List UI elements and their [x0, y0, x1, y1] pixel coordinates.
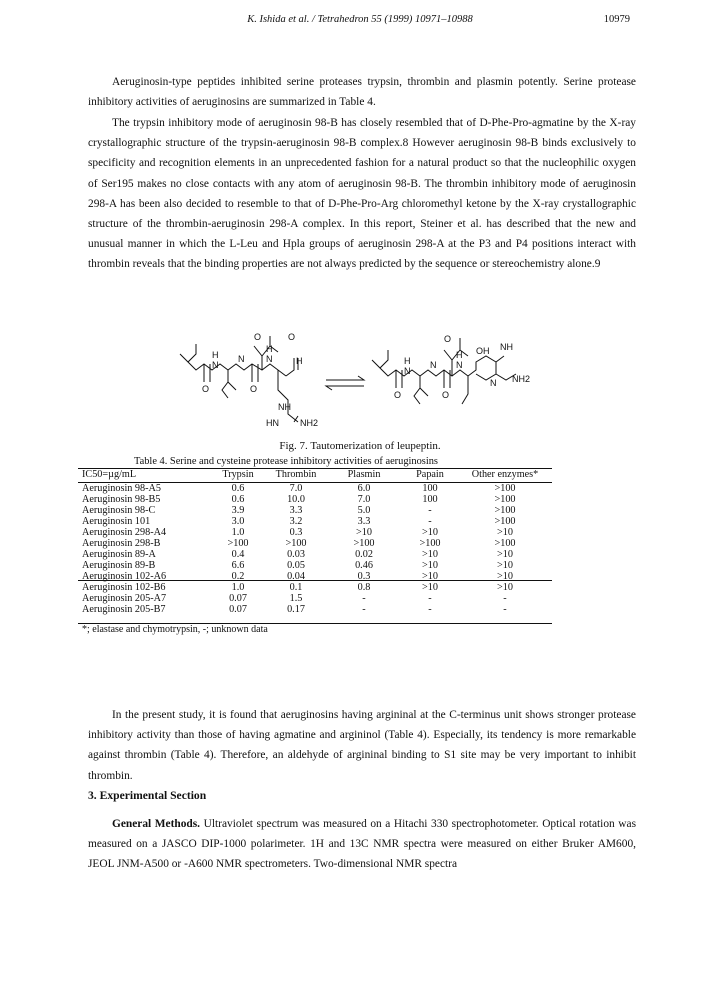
atom-label: O: [288, 332, 296, 342]
value-cell: >10: [497, 527, 513, 538]
value-cell: 6.0: [357, 483, 371, 494]
value-cell: >100: [227, 538, 249, 549]
value-cell: -: [428, 505, 432, 516]
value-cell: -: [503, 604, 507, 615]
paragraph-4: [88, 814, 636, 875]
value-cell: >100: [494, 516, 516, 527]
value-cell: 0.05: [287, 560, 305, 571]
table-row: [78, 505, 552, 516]
value-cell: 10.0: [287, 494, 305, 505]
table-row: [78, 538, 552, 549]
value-cell: >100: [494, 538, 516, 549]
page-number: 10979: [603, 14, 630, 25]
table-row: [78, 593, 552, 604]
value-cell: -: [362, 593, 366, 604]
value-cell: -: [428, 516, 432, 527]
value-cell: 0.02: [355, 549, 373, 560]
paragraph-3-text: In the present study, it is found that aeruginosins having argininal at the C-terminus unit shows stronger protease inhibitory activity than those of having agmatine and argininol (Table 4). Especially, its tendency is more remarkable against thrombin (Table 4). Therefore, an aldehyde of argininal binding to S1 site may be very important to inhibit thrombin.: [88, 709, 636, 782]
table-row: [78, 560, 552, 571]
value-cell: 0.2: [231, 571, 245, 582]
atom-label: N: [490, 378, 497, 388]
value-cell: 5.0: [357, 505, 371, 516]
value-cell: >10: [356, 527, 372, 538]
value-cell: 7.0: [357, 494, 371, 505]
atom-label: O: [394, 390, 402, 400]
value-cell: 3.3: [357, 516, 371, 527]
atom-label: H: [456, 350, 463, 360]
value-cell: >10: [422, 582, 438, 593]
value-cell: >10: [422, 571, 438, 582]
atom-label: OH: [476, 346, 490, 356]
right-atom-labels: [394, 334, 530, 400]
atom-label: O: [254, 332, 262, 342]
value-cell: 100: [422, 483, 438, 494]
value-cell: 0.3: [289, 527, 303, 538]
atom-label: NH: [278, 402, 291, 412]
value-cell: -: [428, 604, 432, 615]
value-cell: 0.8: [357, 582, 371, 593]
compound-name-cell: Aeruginosin 298-A4: [82, 527, 167, 538]
value-cell: 1.5: [289, 593, 303, 604]
value-cell: >100: [494, 494, 516, 505]
value-cell: >100: [419, 538, 441, 549]
table-group-rule: [78, 580, 552, 581]
value-cell: >10: [497, 571, 513, 582]
value-cell: 0.6: [231, 494, 245, 505]
header-cell: Thrombin: [275, 469, 317, 480]
compound-name-cell: Aeruginosin 298-B: [82, 538, 161, 549]
value-cell: >10: [497, 560, 513, 571]
figure-caption: Fig. 7. Tautomerization of leupeptin.: [279, 440, 441, 452]
value-cell: -: [503, 593, 507, 604]
value-cell: -: [362, 604, 366, 615]
header-cell: Other enzymes*: [471, 469, 539, 480]
atom-label: O: [250, 384, 258, 394]
paragraph-3: [88, 705, 636, 786]
value-cell: 0.07: [229, 604, 247, 615]
value-cell: >100: [353, 538, 375, 549]
atom-label: O: [442, 390, 450, 400]
atom-label: H: [296, 356, 303, 366]
value-cell: >100: [285, 538, 307, 549]
value-cell: 100: [422, 494, 438, 505]
value-cell: >10: [422, 527, 438, 538]
paragraph-4-lead: General Methods.: [112, 818, 201, 830]
table-row: [78, 483, 552, 494]
paragraph-2: [88, 113, 636, 275]
atom-label: N: [404, 366, 411, 376]
equilibrium-arrows: [326, 376, 364, 390]
compound-name-cell: Aeruginosin 205-A7: [82, 593, 167, 604]
compound-name-cell: Aeruginosin 102-A6: [82, 571, 167, 582]
running-header: [0, 14, 720, 30]
atom-label: N: [456, 360, 463, 370]
left-atom-labels: [202, 332, 318, 428]
compound-name-cell: Aeruginosin 98-C: [82, 505, 156, 516]
value-cell: 3.9: [231, 505, 245, 516]
atom-label: O: [202, 384, 210, 394]
value-cell: >10: [497, 582, 513, 593]
value-cell: 0.3: [357, 571, 371, 582]
compound-name-cell: Aeruginosin 98-A5: [82, 483, 161, 494]
paragraph-1-text: Aeruginosin-type peptides inhibited serine proteases trypsin, thrombin and plasmin potently. Serine protease inhibitory activities of aeruginosins are summarized in Table 4.: [88, 76, 636, 109]
leupeptin-structure-figure: [176, 324, 548, 428]
atom-label: O: [444, 334, 452, 344]
value-cell: 0.46: [355, 560, 373, 571]
table-row: [78, 494, 552, 505]
atom-label: NH2: [512, 374, 531, 384]
atom-label: N: [430, 360, 437, 370]
atom-label: N: [238, 354, 245, 364]
value-cell: >100: [494, 505, 516, 516]
section-heading: 3. Experimental Section: [88, 789, 207, 802]
header-cell: Trypsin: [222, 469, 254, 480]
table-row: [78, 604, 552, 615]
value-cell: 3.2: [289, 516, 303, 527]
atom-label: HN: [266, 418, 279, 428]
atom-label: NH: [500, 342, 513, 352]
table-row: [78, 527, 552, 538]
atom-label: N: [212, 360, 219, 370]
value-cell: 1.0: [231, 527, 245, 538]
table-title: Table 4. Serine and cysteine protease inhibitory activities of aeruginosins: [134, 456, 438, 467]
compound-name-cell: Aeruginosin 98-B5: [82, 494, 161, 505]
table-footnote: *; elastase and chymotrypsin, -; unknown data: [82, 624, 268, 635]
value-cell: 6.6: [231, 560, 245, 571]
atom-label: N: [266, 354, 273, 364]
value-cell: 0.4: [231, 549, 245, 560]
value-cell: >10: [422, 549, 438, 560]
table-row: [78, 582, 552, 593]
table-row: [78, 516, 552, 527]
table-header-row: [78, 469, 552, 480]
value-cell: 3.0: [231, 516, 245, 527]
value-cell: 0.17: [287, 604, 305, 615]
value-cell: 0.1: [289, 582, 303, 593]
value-cell: >10: [497, 549, 513, 560]
value-cell: 3.3: [289, 505, 303, 516]
compound-name-cell: Aeruginosin 102-B6: [82, 582, 166, 593]
value-cell: 0.04: [287, 571, 305, 582]
value-cell: >100: [494, 483, 516, 494]
running-head: K. Ishida et al. / Tetrahedron 55 (1999) 10971–10988: [247, 14, 473, 25]
value-cell: 0.07: [229, 593, 247, 604]
value-cell: 7.0: [289, 483, 303, 494]
paragraph-1: [88, 72, 636, 112]
atom-label: NH2: [300, 418, 319, 428]
compound-name-cell: Aeruginosin 89-B: [82, 560, 156, 571]
header-cell: Papain: [416, 469, 444, 480]
table-row: [78, 549, 552, 560]
tautomerization-diagram: [176, 324, 548, 428]
compound-name-cell: Aeruginosin 101: [82, 516, 151, 527]
value-cell: 0.6: [231, 483, 245, 494]
paragraph-2-text: The trypsin inhibitory mode of aeruginosin 98-B has closely resembled that of D-Phe-Pro-agmatine by the X-ray crystallographic structure of the trypsin-aeruginosin 98-B complex.8 However aeruginosin 98-B binds exclusively to specificity and recognition elements in an unprecedented fashion for a natural product so that the nucleophilic oxygen of Ser195 makes no close contacts with any atom of aeruginosin 98-B. The thrombin inhibitory mode of aeruginosin 298-A has been also decided to resemble to that of D-Phe-Pro-Arg chloromethyl ketone by the X-ray crystallographic structure of the thrombin-aeruginosin 298-A complex. In this report, Steiner et al. has described that the new and unusual manner in which the L-Leu and Hpla groups of aeruginosin 298-A at the P3 and P4 positions interact with thrombin reveals that the binding properties are not always predicted by the sequence or stereochemistry alone.9: [88, 117, 636, 271]
compound-name-cell: Aeruginosin 205-B7: [82, 604, 166, 615]
atom-label: H: [212, 350, 219, 360]
compound-name-cell: Aeruginosin 89-A: [82, 549, 156, 560]
header-cell: Plasmin: [347, 469, 381, 480]
value-cell: 1.0: [231, 582, 245, 593]
header-cell: IC50=µg/mL: [82, 469, 137, 480]
paragraph-4-text: Ultraviolet spectrum was measured on a Hitachi 330 spectrophotometer. Optical rotation was measured on a JASCO DIP-1000 polarimeter. 1H and 13C NMR spectra were measured on either Bruker AM600, JEOL JNM-A500 or -A600 NMR spectrometers. Two-dimensional NMR spectra: [88, 818, 637, 871]
atom-label: H: [266, 344, 273, 354]
value-cell: -: [428, 593, 432, 604]
value-cell: 0.03: [287, 549, 305, 560]
atom-label: H: [404, 356, 411, 366]
value-cell: >10: [422, 560, 438, 571]
